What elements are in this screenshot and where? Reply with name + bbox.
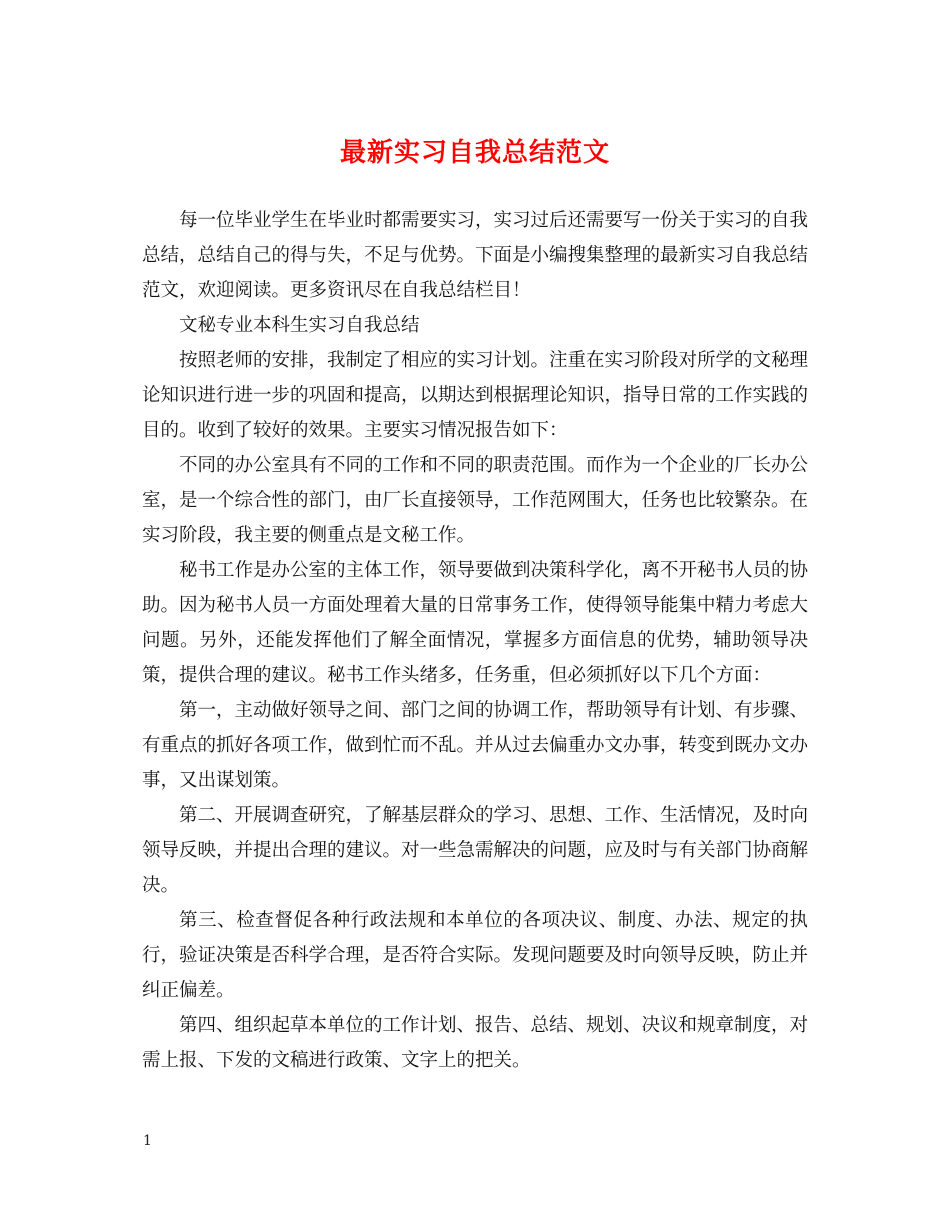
page-number: 1 xyxy=(143,1133,152,1149)
document-body xyxy=(142,203,808,1078)
body-paragraph: 秘书工作是办公室的主体工作，领导要做到决策科学化，离不开秘书人员的协助。因为秘书人员一方面处理着大量的日常事务工作，使得领导能集中精力考虑大问题。另外，还能发挥他们了解全面情况，掌握多方面信息的优势，辅助领导决策，提供合理的建议。秘书工作头绪多，任务重，但必须抓好以下几个方面： xyxy=(142,560,809,686)
body-paragraph: 第一，主动做好领导之间、部门之间的协调工作，帮助领导有计划、有步骤、有重点的抓好各项工作，做到忙而不乱。并从过去偏重办文办事，转变到既办文办事，又出谋划策。 xyxy=(142,700,809,791)
body-paragraph: 按照老师的安排，我制定了相应的实习计划。注重在实习阶段对所学的文秘理论知识进行进一步的巩固和提高，以期达到根据理论知识，指导日常的工作实践的目的。收到了较好的效果。主要实习情况报告如下： xyxy=(142,350,809,441)
body-paragraph: 第二、开展调查研究，了解基层群众的学习、思想、工作、生活情况，及时向领导反映，并提出合理的建议。对一些急需解决的问题，应及时与有关部门协商解决。 xyxy=(142,805,809,896)
body-paragraph: 第四、组织起草本单位的工作计划、报告、总结、规划、决议和规章制度，对需上报、下发的文稿进行政策、文字上的把关。 xyxy=(142,1015,809,1071)
page-title: 最新实习自我总结范文 xyxy=(339,138,610,168)
body-paragraph: 第三、检查督促各种行政法规和本单位的各项决议、制度、办法、规定的执行，验证决策是否科学合理，是否符合实际。发现问题要及时向领导反映，防止并纠正偏差。 xyxy=(142,910,809,1001)
intro-paragraph: 每一位毕业学生在毕业时都需要实习，实习过后还需要写一份关于实习的自我总结，总结自己的得与失，不足与优势。下面是小编搜集整理的最新实习自我总结范文，欢迎阅读。更多资讯尽在自我总结栏目！ xyxy=(142,210,809,301)
body-paragraph: 不同的办公室具有不同的工作和不同的职责范围。而作为一个企业的厂长办公室，是一个综合性的部门，由厂长直接领导，工作范网围大，任务也比较繁杂。在实习阶段，我主要的侧重点是文秘工作。 xyxy=(142,455,809,546)
section-heading: 文秘专业本科生实习自我总结 xyxy=(179,315,420,336)
